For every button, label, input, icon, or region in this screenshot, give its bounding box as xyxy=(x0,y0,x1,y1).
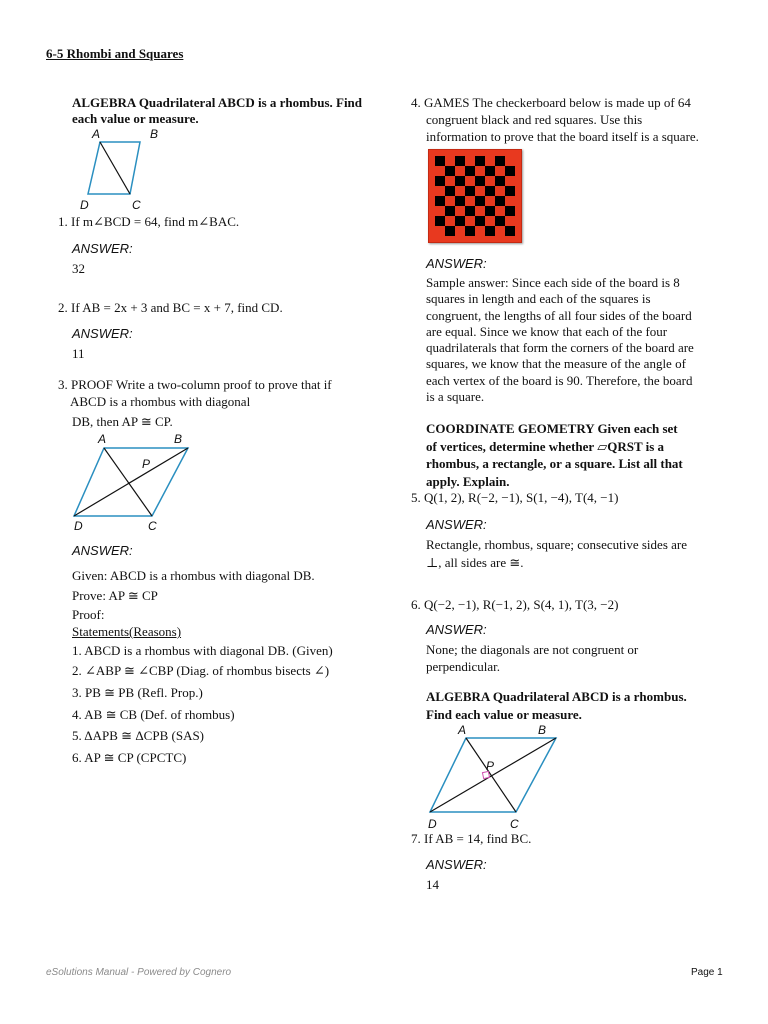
checkerboard-square xyxy=(455,216,465,226)
checkerboard-square xyxy=(475,176,485,186)
checkerboard-square xyxy=(495,156,505,166)
checkerboard-square xyxy=(495,176,505,186)
checkerboard-square xyxy=(485,206,495,216)
question-7: 7. If AB = 14, find BC. xyxy=(411,831,532,846)
fig2-label-b: B xyxy=(174,432,183,446)
answer-label-7: ANSWER: xyxy=(426,857,487,872)
algebra-intro-2-line-2: Find each value or measure. xyxy=(426,707,582,722)
fig1-label-d: D xyxy=(80,198,89,212)
footer-credit: eSolutions Manual - Powered by Cognero xyxy=(46,967,232,978)
question-3-line-2: ABCD is a rhombus with diagonal xyxy=(70,394,251,409)
checkerboard-square xyxy=(495,216,505,226)
coordinate-intro-line: rhombus, a rectangle, or a square. List all that xyxy=(426,456,683,471)
answer-6-line-1: None; the diagonals are not congruent or xyxy=(426,642,639,657)
question-4-line-1: 4. GAMES The checkerboard below is made up of 64 xyxy=(411,95,691,110)
answer-label-1: ANSWER: xyxy=(72,241,133,256)
rhombus-figure-2 xyxy=(70,430,200,534)
question-2: 2. If AB = 2x + 3 and BC = x + 7, find CD. xyxy=(58,300,283,315)
question-3-line-3: DB, then AP ≅ CP. xyxy=(72,414,173,429)
answer-label-2: ANSWER: xyxy=(72,326,133,341)
fig1-label-a: A xyxy=(92,127,101,141)
answer-4-line: squares in length and each of the squares is xyxy=(426,291,651,307)
checkerboard-square xyxy=(435,176,445,186)
question-4-line-2: congruent black and red squares. Use this xyxy=(426,112,643,127)
checkerboard-square xyxy=(495,196,505,206)
proof-prove: Prove: AP ≅ CP xyxy=(72,588,158,603)
answer-1: 32 xyxy=(72,261,85,276)
proof-given: Given: ABCD is a rhombus with diagonal DB. xyxy=(72,568,315,583)
checkerboard-square xyxy=(465,186,475,196)
checkerboard-square xyxy=(485,186,495,196)
checkerboard-square xyxy=(445,186,455,196)
fig3-label-a: A xyxy=(458,723,467,737)
checkerboard-square xyxy=(505,206,515,216)
checkerboard-square xyxy=(455,196,465,206)
page-title: 6-5 Rhombi and Squares xyxy=(46,46,184,61)
algebra-intro-2-line-1: ALGEBRA Quadrilateral ABCD is a rhombus. xyxy=(426,689,687,704)
checkerboard-square xyxy=(465,166,475,176)
checkerboard-square xyxy=(465,206,475,216)
answer-2: 11 xyxy=(72,346,85,361)
rhombus-figure-3 xyxy=(428,722,564,834)
proof-step-5: 5. ΔAPB ≅ ΔCPB (SAS) xyxy=(72,728,205,743)
answer-4 xyxy=(426,275,694,405)
checkerboard-square xyxy=(505,166,515,176)
left-intro: ALGEBRA Quadrilateral ABCD is a rhombus. Find each value or measure. xyxy=(72,95,363,127)
checkerboard-square xyxy=(475,156,485,166)
fig3-label-p: P xyxy=(486,759,495,773)
coordinate-intro-line: apply. Explain. xyxy=(426,473,510,489)
answer-4-line: quadrilaterals that form the corners of the board are xyxy=(426,340,694,356)
checkerboard-square xyxy=(435,196,445,206)
checkerboard-square xyxy=(505,186,515,196)
proof-heading: Proof: xyxy=(72,607,105,622)
fig2-label-d: D xyxy=(74,519,83,533)
answer-4-line: squares, we know that the measure of the angle of xyxy=(426,356,686,372)
checkerboard-square xyxy=(445,226,455,236)
question-1: 1. If m∠BCD = 64, find m∠BAC. xyxy=(58,214,240,229)
answer-label-3: ANSWER: xyxy=(72,543,133,558)
checkerboard-image xyxy=(428,149,522,243)
statements-header: Statements(Reasons) xyxy=(72,624,182,639)
proof-step-2: 2. ∠ABP ≅ ∠CBP (Diag. of rhombus bisects ∠) xyxy=(72,663,330,678)
answer-5-line-2: ⊥, all sides are ≅. xyxy=(426,555,524,570)
checkerboard-square xyxy=(445,166,455,176)
proof-step-3: 3. PB ≅ PB (Refl. Prop.) xyxy=(72,685,203,700)
checkerboard-square xyxy=(435,216,445,226)
fig2-label-c: C xyxy=(148,519,157,533)
answer-4-line: congruent, the lengths of all four sides of the board xyxy=(426,307,692,323)
answer-4-line: Sample answer: Since each side of the board is 8 xyxy=(426,275,680,290)
checkerboard-square xyxy=(475,196,485,206)
page-number: Page 1 xyxy=(691,967,723,978)
fig2-label-p: P xyxy=(142,457,151,471)
proof-step-4: 4. AB ≅ CB (Def. of rhombus) xyxy=(72,707,235,722)
fig3-label-b: B xyxy=(538,723,547,737)
coordinate-intro-line: COORDINATE GEOMETRY Given each set xyxy=(426,421,678,436)
answer-5-line-1: Rectangle, rhombus, square; consecutive sides are xyxy=(426,537,687,552)
checkerboard-square xyxy=(485,226,495,236)
answer-label-6: ANSWER: xyxy=(426,622,487,637)
checkerboard-square xyxy=(485,166,495,176)
question-4-line-3: information to prove that the board itself is a square. xyxy=(426,129,699,144)
answer-label-5: ANSWER: xyxy=(426,517,487,532)
fig3-label-c: C xyxy=(510,817,519,831)
checkerboard-square xyxy=(435,156,445,166)
checkerboard-square xyxy=(475,216,485,226)
checkerboard-square xyxy=(505,226,515,236)
rhombus-figure-1 xyxy=(78,126,168,212)
proof-step-1: 1. ABCD is a rhombus with diagonal DB. (Given) xyxy=(72,643,333,658)
question-3-line-1: 3. PROOF Write a two-column proof to prove that if xyxy=(58,377,332,392)
coordinate-intro-line: of vertices, determine whether ▱QRST is a xyxy=(426,438,665,454)
fig3-label-d: D xyxy=(428,817,437,831)
checkerboard-square xyxy=(465,226,475,236)
answer-4-line: are equal. Since we know that each of the four xyxy=(426,323,668,339)
question-6: 6. Q(−2, −1), R(−1, 2), S(4, 1), T(3, −2) xyxy=(411,597,619,612)
fig1-label-c: C xyxy=(132,198,141,212)
fig1-label-b: B xyxy=(150,127,159,141)
checkerboard-square xyxy=(445,206,455,216)
checkerboard-square xyxy=(455,176,465,186)
answer-4-line: each vertex of the board is 90. Therefore, the board xyxy=(426,372,693,388)
question-5: 5. Q(1, 2), R(−2, −1), S(1, −4), T(4, −1) xyxy=(411,490,619,505)
answer-4-line: is a square. xyxy=(426,389,485,405)
proof-step-6: 6. AP ≅ CP (CPCTC) xyxy=(72,750,187,765)
answer-7: 14 xyxy=(426,877,439,892)
checkerboard-square xyxy=(455,156,465,166)
answer-label-4: ANSWER: xyxy=(426,256,487,271)
coordinate-intro xyxy=(426,420,683,490)
answer-6-line-2: perpendicular. xyxy=(426,659,500,674)
fig2-label-a: A xyxy=(98,432,107,446)
